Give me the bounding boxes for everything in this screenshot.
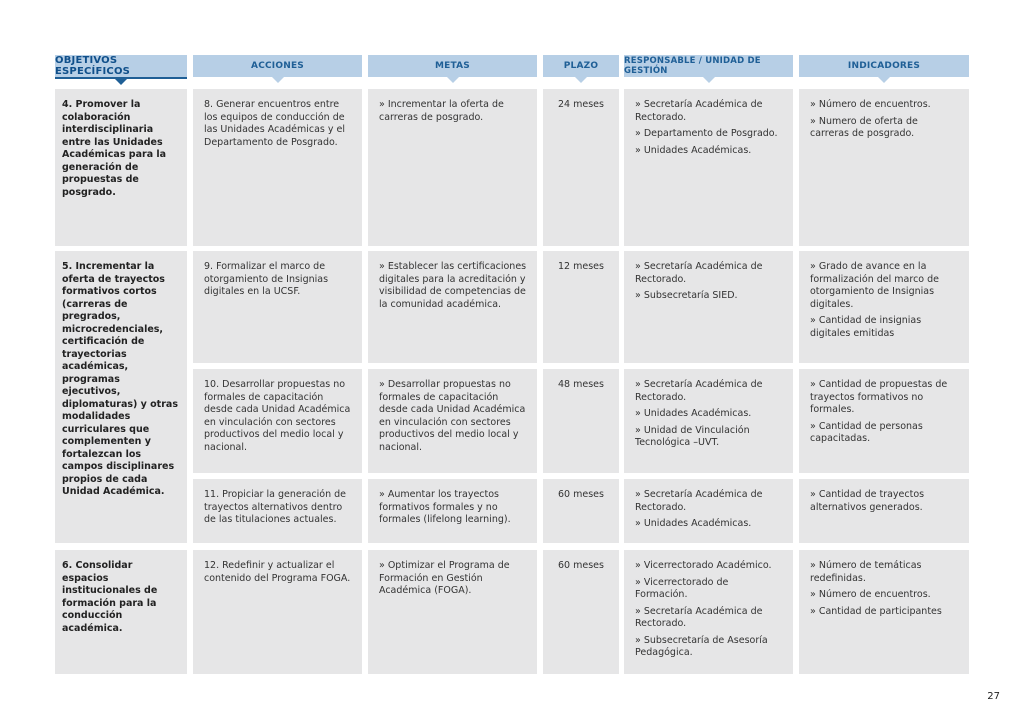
meta-item: » Aumentar los trayectos formativos formales y no formales (lifelong learning).: [379, 489, 511, 525]
header-metas: METAS: [368, 55, 537, 77]
objetivo-6: 6. Consolidar espacios institucionales de formación para la conducción académica.: [55, 550, 187, 674]
responsable-cell: [624, 89, 793, 246]
header-acciones: ACCIONES: [193, 55, 362, 77]
indicador-item: » Número de temáticas redefinidas.: [810, 560, 922, 584]
plazo-cell: 12 meses: [543, 251, 619, 363]
metas-cell: [368, 369, 537, 473]
plazo-cell: 48 meses: [543, 369, 619, 473]
indicadores-cell: [799, 89, 969, 246]
responsable-item: » Vicerrectorado Académico.: [635, 560, 772, 571]
indicador-item: » Cantidad de propuestas de trayectos formativos no formales.: [810, 379, 948, 415]
plazo-cell: 60 meses: [543, 550, 619, 674]
responsable-item: » Secretaría Académica de Rectorado.: [635, 99, 763, 123]
responsable-cell: [624, 251, 793, 363]
indicador-item: » Cantidad de personas capacitadas.: [810, 420, 923, 444]
responsable-item: » Subsecretaría SIED.: [635, 290, 738, 301]
responsable-cell: [624, 479, 793, 543]
indicador-item: » Número de encuentros.: [810, 99, 931, 110]
meta-item: » Incrementar la oferta de carreras de posgrado.: [379, 99, 504, 123]
plazo-cell: 24 meses: [543, 89, 619, 246]
metas-cell: [368, 251, 537, 363]
responsable-item: » Unidad de Vinculación Tecnológica –UVT.: [635, 424, 750, 448]
header-objetivos: OBJETIVOS ESPECÍFICOS: [55, 55, 187, 79]
responsable-cell: [624, 550, 793, 674]
indicadores-cell: [799, 251, 969, 363]
plazo-cell: 60 meses: [543, 479, 619, 543]
accion-cell: 12. Redefinir y actualizar el contenido del Programa FOGA.: [193, 550, 362, 674]
responsable-item: » Secretaría Académica de Rectorado.: [635, 605, 763, 629]
metas-cell: [368, 479, 537, 543]
responsable-item: » Unidades Académicas.: [635, 518, 752, 529]
indicadores-cell: [799, 550, 969, 674]
metas-cell: [368, 550, 537, 674]
indicador-item: » Cantidad de trayectos alternativos generados.: [810, 489, 925, 513]
header-plazo: PLAZO: [543, 55, 619, 77]
accion-cell: 11. Propiciar la generación de trayectos alternativos dentro de las titulaciones actuales.: [193, 479, 362, 543]
responsable-item: » Secretaría Académica de Rectorado.: [635, 379, 763, 403]
meta-item: » Establecer las certificaciones digitales para la acreditación y visibilidad de competencias de la comunidad académica.: [379, 261, 527, 310]
responsable-item: » Vicerrectorado de Formación.: [635, 576, 729, 600]
indicador-item: » Cantidad de insignias digitales emitidas: [810, 315, 922, 339]
responsable-cell: [624, 369, 793, 473]
responsable-item: » Departamento de Posgrado.: [635, 128, 778, 139]
header-responsable: RESPONSABLE / UNIDAD DE GESTIÓN: [624, 55, 793, 77]
meta-item: » Desarrollar propuestas no formales de capacitación desde cada Unidad Académica en vinculación con sectores productivos del medio local y nacional.: [379, 379, 526, 453]
accion-cell: 8. Generar encuentros entre los equipos de conducción de las Unidades Académicas y el Departamento de Posgrado.: [193, 89, 362, 246]
objetivo-5: 5. Incrementar la oferta de trayectos formativos cortos (carreras de pregrados, microcredenciales, certificación de trayectorias académicas, programas ejecutivos, diplomaturas) y otras modalidades curriculares que complementen y fortalezcan los campos disciplinares propios de cada Unidad Académica.: [55, 251, 187, 543]
page-number: 27: [987, 691, 1000, 702]
responsable-item: » Secretaría Académica de Rectorado.: [635, 261, 763, 285]
accion-cell: 10. Desarrollar propuestas no formales de capacitación desde cada Unidad Académica en vinculación con sectores productivos del medio local y nacional.: [193, 369, 362, 473]
indicador-item: » Grado de avance en la formalización del marco de otorgamiento de Insignias digitales.: [810, 261, 940, 310]
objetivo-4: 4. Promover la colaboración interdisciplinaria entre las Unidades Académicas para la generación de propuestas de posgrado.: [55, 89, 187, 246]
indicador-item: » Numero de oferta de carreras de posgrado.: [810, 115, 918, 139]
indicador-item: » Cantidad de participantes: [810, 605, 942, 617]
indicadores-cell: [799, 369, 969, 473]
indicador-item: » Número de encuentros.: [810, 589, 931, 600]
metas-cell: [368, 89, 537, 246]
header-indicadores: INDICADORES: [799, 55, 969, 77]
responsable-item: » Secretaría Académica de Rectorado.: [635, 489, 763, 513]
responsable-item: » Unidades Académicas.: [635, 408, 752, 419]
responsable-item: » Unidades Académicas.: [635, 144, 752, 156]
indicadores-cell: [799, 479, 969, 543]
responsable-item: » Subsecretaría de Asesoría Pedagógica.: [635, 634, 768, 658]
accion-cell: 9. Formalizar el marco de otorgamiento de Insignias digitales en la UCSF.: [193, 251, 362, 363]
meta-item: » Optimizar el Programa de Formación en Gestión Académica (FOGA).: [379, 560, 510, 596]
